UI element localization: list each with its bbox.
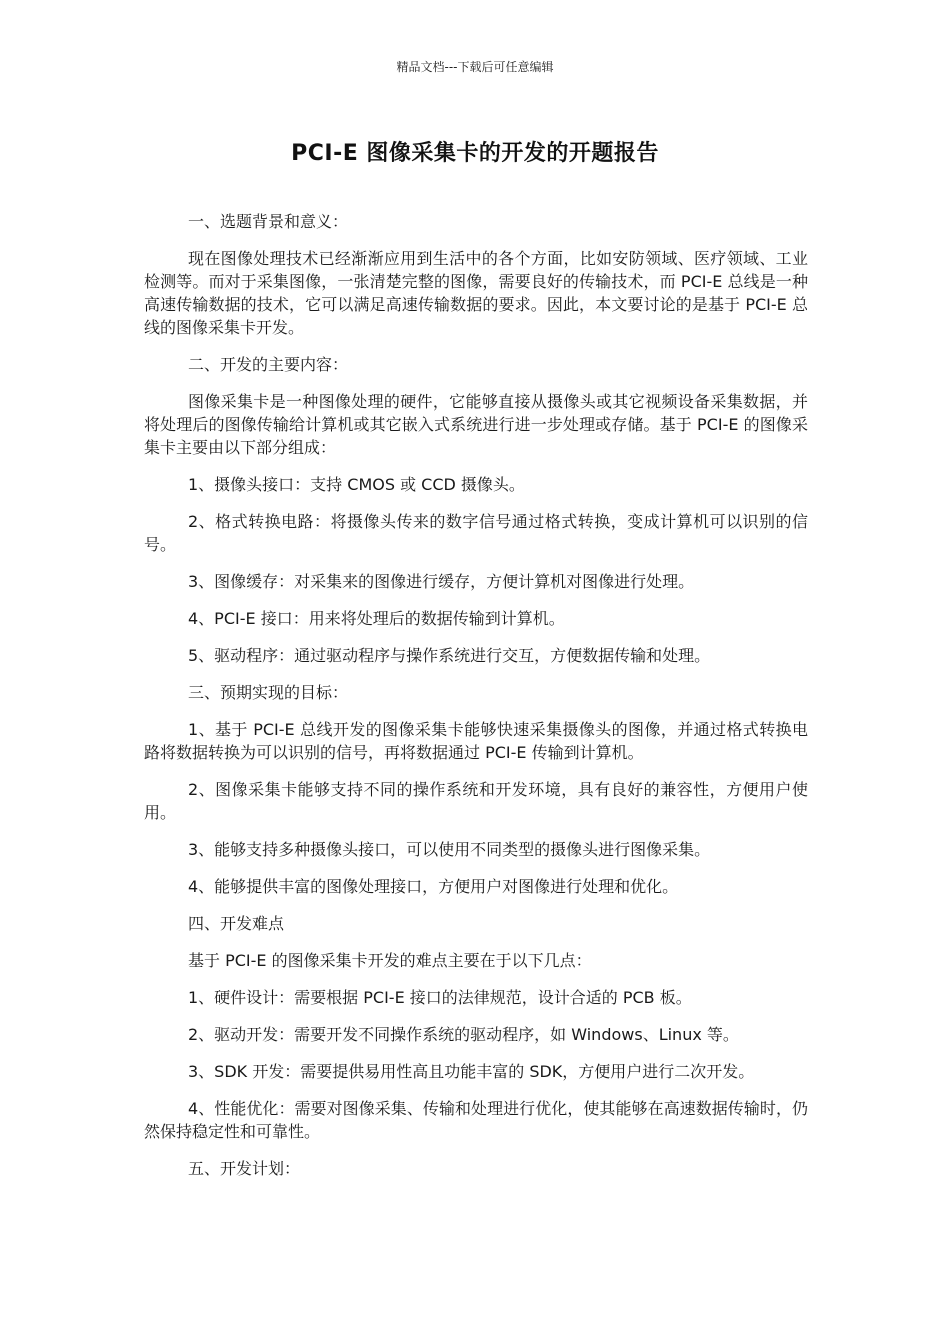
list-item-driver: 5、驱动程序：通过驱动程序与操作系统进行交互，方便数据传输和处理。 — [188, 646, 711, 665]
list-item-format-conversion: 2、格式转换电路：将摄像头传来的数字信号通过格式转换，变成计算机可以识别的信号。 — [144, 512, 808, 554]
list-item-pcie-interface: 4、PCI-E 接口：用来将处理后的数据传输到计算机。 — [188, 609, 565, 628]
paragraph-difficulties-intro: 基于 PCI-E 的图像采集卡开发的难点主要在于以下几点： — [188, 951, 592, 970]
section-heading-content: 二、开发的主要内容： — [188, 355, 349, 374]
paragraph-background: 现在图像处理技术已经渐渐应用到生活中的各个方面，比如安防领域、医疗领域、工业检测等。而对于采集图像，一张清楚完整的图像，需要良好的传输技术，而 PCI-E 总线是一种高速传输数据的技术，它可以满足高速传输数据的要求。因此，本文要讨论的是基于 PCI-E 总线的图像采集卡开发。 — [144, 249, 808, 337]
section-heading-goals: 三、预期实现的目标： — [188, 683, 349, 702]
list-item-goal-2: 2、图像采集卡能够支持不同的操作系统和开发环境，具有良好的兼容性，方便用户使用。 — [144, 780, 808, 822]
list-item-image-buffer: 3、图像缓存：对采集来的图像进行缓存，方便计算机对图像进行处理。 — [188, 572, 695, 591]
section-heading-plan: 五、开发计划： — [188, 1159, 301, 1178]
section-heading-difficulties: 四、开发难点 — [188, 914, 285, 933]
section-heading-background: 一、选题背景和意义： — [188, 212, 349, 231]
list-item-driver-development: 2、驱动开发：需要开发不同操作系统的驱动程序，如 Windows、Linux 等。 — [188, 1025, 739, 1044]
list-item-sdk-development: 3、SDK 开发：需要提供易用性高且功能丰富的 SDK，方便用户进行二次开发。 — [188, 1062, 755, 1081]
paragraph-content-intro: 图像采集卡是一种图像处理的硬件，它能够直接从摄像头或其它视频设备采集数据，并将处理后的图像传输给计算机或其它嵌入式系统进行进一步处理或存储。基于 PCI-E 的图像采集卡主要由以下部分组成： — [144, 392, 808, 457]
page-header: 精品文档---下载后可任意编辑 — [396, 60, 554, 74]
list-item-goal-3: 3、能够支持多种摄像头接口，可以使用不同类型的摄像头进行图像采集。 — [188, 840, 711, 859]
list-item-goal-1: 1、基于 PCI-E 总线开发的图像采集卡能够快速采集摄像头的图像，并通过格式转换电路将数据转换为可以识别的信号，再将数据通过 PCI-E 传输到计算机。 — [144, 720, 808, 762]
list-item-hardware-design: 1、硬件设计：需要根据 PCI-E 接口的法律规范，设计合适的 PCB 板。 — [188, 988, 692, 1007]
list-item-camera-interface: 1、摄像头接口：支持 CMOS 或 CCD 摄像头。 — [188, 475, 525, 494]
document-body — [144, 210, 808, 1194]
document-title: PCI-E 图像采集卡的开发的开题报告 — [291, 141, 659, 166]
list-item-goal-4: 4、能够提供丰富的图像处理接口，方便用户对图像进行处理和优化。 — [188, 877, 679, 896]
list-item-performance: 4、性能优化：需要对图像采集、传输和处理进行优化，使其能够在高速数据传输时，仍然保持稳定性和可靠性。 — [144, 1099, 808, 1141]
